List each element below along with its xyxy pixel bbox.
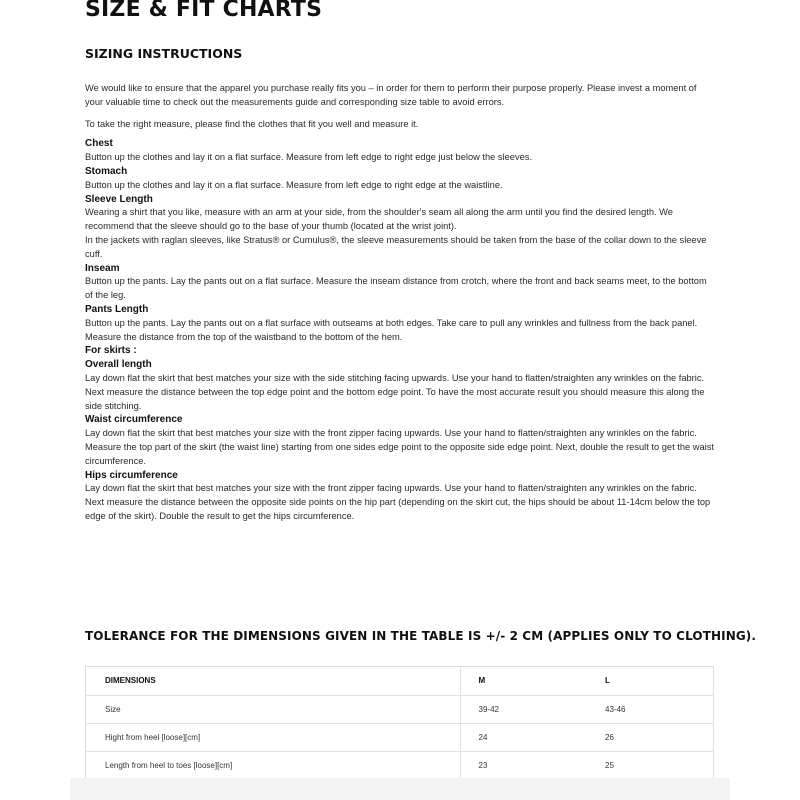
hips-circumference-title: Hips circumference <box>85 469 178 481</box>
tolerance-heading: TOLERANCE FOR THE DIMENSIONS GIVEN IN THE TABLE IS +/- 2 CM (APPLIES ONLY TO CLOTHING). <box>85 629 757 643</box>
cell-m: 23 <box>460 751 584 779</box>
sizing-instructions-heading: SIZING INSTRUCTIONS <box>85 46 243 61</box>
table-row <box>86 695 713 723</box>
table-header-row <box>86 667 713 695</box>
sizing-instructions <box>85 82 715 524</box>
inseam-text: Button up the pants. Lay the pants out on a flat surface. Measure the inseam distance from crotch, where the front and back seams meet, to the bottom of the leg. <box>85 276 707 301</box>
chest-text: Button up the clothes and lay it on a flat surface. Measure from left edge to right edge just below the sleeves. <box>85 152 533 163</box>
row-label: Size <box>86 695 460 723</box>
row-label: Length from heel to toes [loose][cm] <box>86 751 460 779</box>
measure-note: To take the right measure, please find the clothes that fit you well and measure it. <box>85 118 419 129</box>
overall-length-text: Lay down flat the skirt that best matches your size with the side stitching facing upwards. Use your hand to flatten/straighten any wrinkles on the fabric. Next measure the distance between the top edge point and the bottom edge point. To have the most accurate result you should measure this along the side stitching. <box>85 372 705 411</box>
inseam-title: Inseam <box>85 262 120 274</box>
cell-l: 43-46 <box>584 695 713 723</box>
size-table <box>86 667 713 780</box>
skirts-label: For skirts : <box>85 345 137 357</box>
waist-circumference-text: Lay down flat the skirt that best matches your size with the front zipper facing upwards. Use your hand to flatten/straighten any wrinkles on the fabric. Measure the top part of the skirt (the waist line) starting from one sides edge point to the opposite side edge point. Next, double the result to get the waist circumference. <box>85 428 714 466</box>
stomach-text: Button up the clothes and lay it on a flat surface. Measure from left edge to right edge at the waistline. <box>85 179 503 190</box>
pants-length-text: Button up the pants. Lay the pants out on a flat surface with outseams at both edges. Take care to pull any wrinkles and fullness from the back panel. Measure the distance from the top of the waistband to the bottom of the hem. <box>85 317 698 342</box>
chest-title: Chest <box>85 138 113 150</box>
overall-length-title: Overall length <box>85 359 152 371</box>
intro-text: We would like to ensure that the apparel you purchase really fits you – in order for them to perform their purpose properly. Please invest a moment of your valuable time to check out the measurements guide and corresponding size table to avoid errors. <box>85 83 697 107</box>
waist-circumference-title: Waist circumference <box>85 414 183 426</box>
row-label: Hight from heel [loose][cm] <box>86 723 460 751</box>
header-size-m: M <box>460 667 584 695</box>
cell-m: 24 <box>460 723 584 751</box>
cell-l: 26 <box>584 723 713 751</box>
sleeve-length-title: Sleeve Length <box>85 193 153 205</box>
size-table-container <box>85 666 714 778</box>
hips-circumference-text: Lay down flat the skirt that best matches your size with the front zipper facing upwards. Use your hand to flatten/straighten any wrinkles on the fabric. Next measure the distance between the opposite side points on the hip part (depending on the skirt cut, the hips should be about 11-14cm below the top edge of the skirt). Double the result to get the hips circumference. <box>85 483 711 521</box>
stomach-title: Stomach <box>85 165 128 177</box>
table-row <box>86 723 713 751</box>
page-title: SIZE & FIT CHARTS <box>85 0 323 22</box>
sleeve-length-raglan-note: In the jackets with raglan sleeves, like Stratus® or Cumulus®, the sleeve measurements should be taken from the base of the collar down to the sleeve cuff. <box>85 234 707 259</box>
header-size-l: L <box>584 667 713 695</box>
bottom-strip <box>70 778 730 800</box>
pants-length-title: Pants Length <box>85 303 149 315</box>
cell-l: 25 <box>584 751 713 779</box>
sleeve-length-text: Wearing a shirt that you like, measure with an arm at your side, from the shoulder's seam all along the arm until you find the desired length. We recommend that the sleeve should go to the base of your thumb (located at the wrist joint). <box>85 207 673 232</box>
header-dimensions: DIMENSIONS <box>86 667 460 695</box>
cell-m: 39-42 <box>460 695 584 723</box>
table-row <box>86 751 713 779</box>
